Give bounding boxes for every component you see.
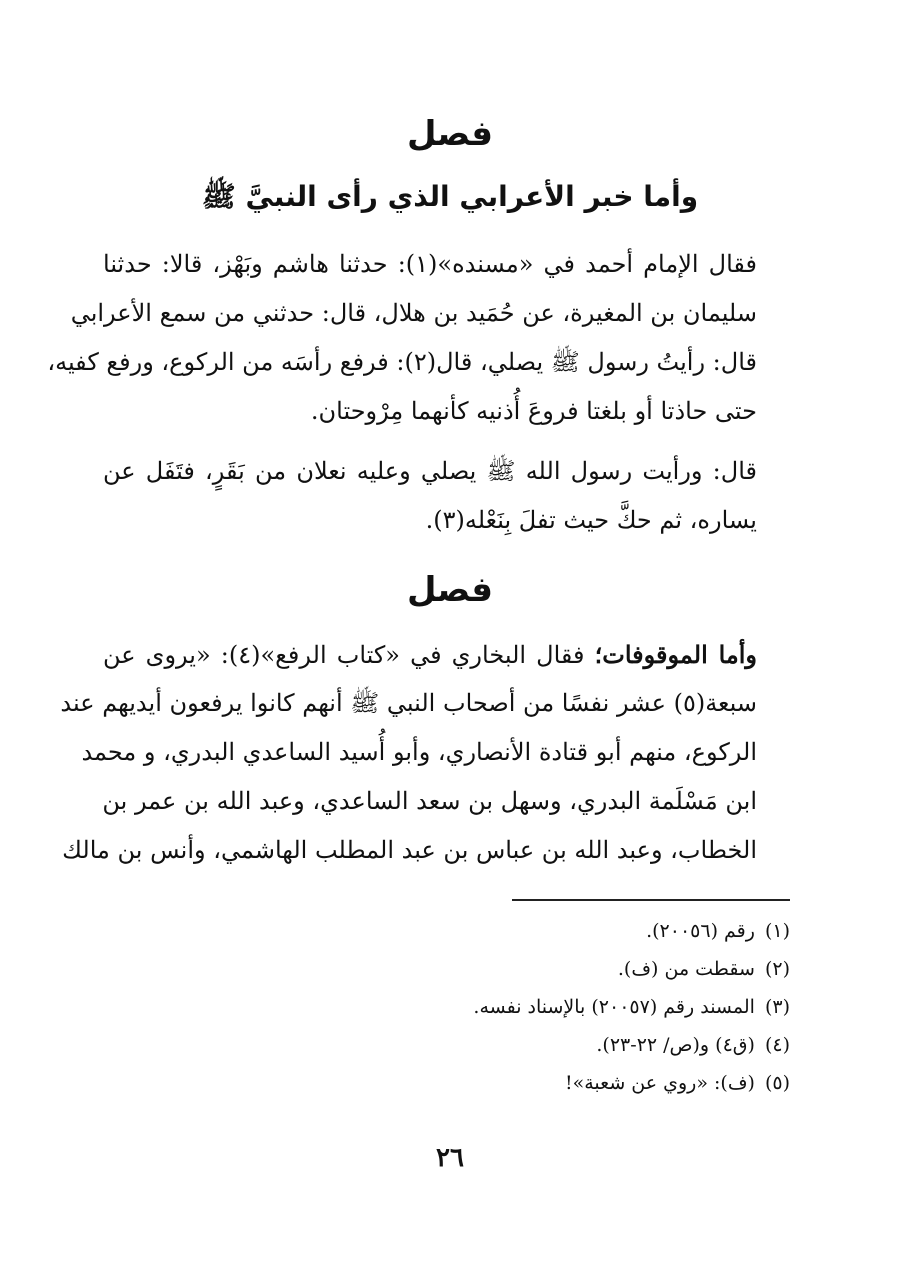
footnote-text: المسند رقم (٢٠٠٥٧) بالإسناد نفسه.: [473, 996, 755, 1018]
section-heading-1: فصل: [406, 114, 494, 154]
section-heading-2: فصل: [406, 570, 494, 610]
footnote-number: (١): [764, 920, 790, 942]
footnote-item: [290, 1026, 790, 1064]
footnote-divider: [512, 899, 790, 901]
paragraph-2-line: قال: ورأيت رسول الله ﷺ يصلي وعليه نعلان من بَقَرٍ، فتَفَل عن: [103, 457, 757, 485]
paragraph-1-line: فقال الإمام أحمد في «مسنده»(١): حدثنا هاشم وبَهْز، قالا: حدثنا: [103, 250, 758, 278]
footnote-text: (ف): «روي عن شعبة»!: [564, 1072, 755, 1094]
paragraph-1: [47, 240, 793, 436]
paragraph-3-line: ابن مَسْلَمة البدري، وسهل بن سعد الساعدي، وعبد الله بن عمر بن: [102, 787, 757, 815]
paragraph-1-line: سليمان بن المغيرة، عن حُمَيد بن هلال، قال: حدثني من سمع الأعرابي: [70, 299, 757, 327]
paragraph-3: [60, 630, 793, 875]
page-number: ٢٦: [436, 1143, 464, 1173]
footnote-item: [290, 988, 790, 1026]
footnote-number: (٣): [764, 996, 790, 1018]
paragraph-2: [103, 447, 793, 545]
footnote-text: رقم (٢٠٠٥٦).: [646, 920, 755, 942]
footnote-item: [290, 950, 790, 988]
paragraph-1-line: قال: رأيتُ رسول ﷺ يصلي، قال(٢): فرفع رأسَه من الركوع، ورفع كفيه،: [47, 348, 757, 376]
paragraph-3-line: [103, 630, 793, 679]
paragraph-3-line: سبعة(٥) عشر نفسًا من أصحاب النبي ﷺ أنهم كانوا يرفعون أيديهم عند: [60, 689, 757, 717]
footnote-number: (٤): [764, 1034, 790, 1056]
paragraph-2-line: يساره، ثم حكَّ حيث تفلَ بِنَعْله(٣).: [425, 506, 757, 534]
paragraph-3-line: الخطاب، وعبد الله بن عباس بن عبد المطلب الهاشمي، وأنس بن مالك: [62, 836, 757, 864]
section-subheading: وأما خبر الأعرابي الذي رأى النبيَّ ﷺ: [201, 180, 699, 213]
footnote-text: (ق٤) و(ص/ ٢٢-٢٣).: [596, 1034, 755, 1056]
paragraph-1-line: حتى حاذتا أو بلغتا فروعَ أُذنيه كأنهما مِرْوحتان.: [310, 397, 757, 425]
footnote-text: سقطت من (ف).: [617, 958, 755, 980]
footnote-item: [290, 912, 790, 950]
paragraph-3-lead: وأما الموقوفات؛: [594, 640, 758, 669]
paragraph-3-line-text: فقال البخاري في «كتاب الرفع»(٤): «يروى عن: [103, 641, 585, 669]
footnotes: [290, 912, 790, 1102]
footnote-number: (٥): [764, 1072, 790, 1094]
footnote-number: (٢): [764, 958, 790, 980]
footnote-item: [290, 1064, 790, 1102]
paragraph-3-line: الركوع، منهم أبو قتادة الأنصاري، وأبو أُسيد الساعدي البدري، و محمد: [81, 738, 757, 766]
